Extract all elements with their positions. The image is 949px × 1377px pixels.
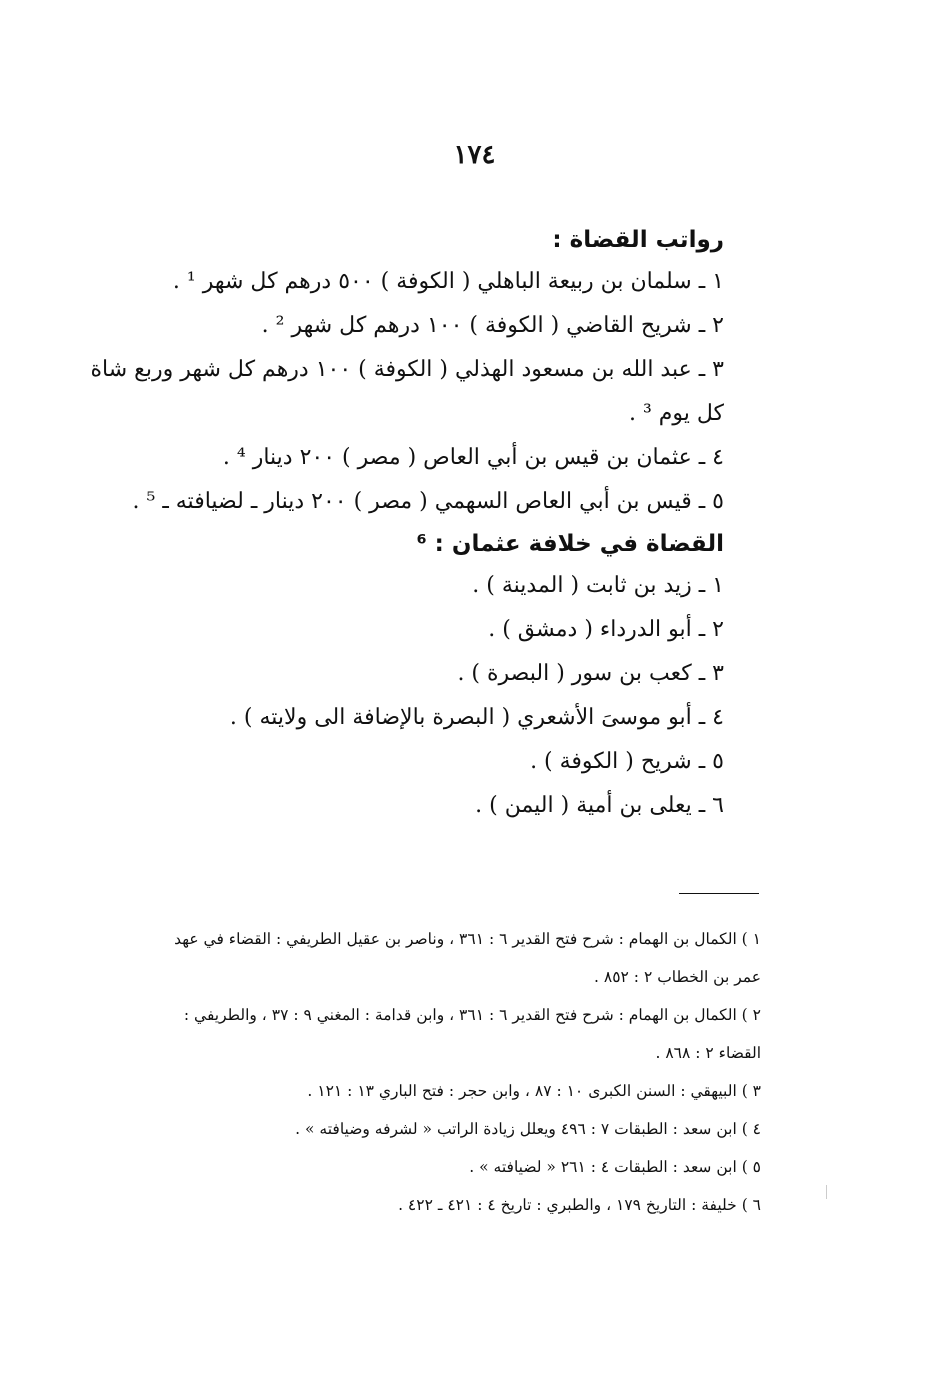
list-item: ٢ ـ شريح القاضي ( الكوفة ) ١٠٠ درهم كل شهر ² .	[261, 313, 724, 338]
list-item: ٦ ـ يعلى بن أمية ( اليمن ) .	[475, 793, 724, 818]
list-item: ٥ ـ شريح ( الكوفة ) .	[530, 749, 724, 774]
footnote-line: ١ ) الكمال بن الهمام : شرح فتح القدير ٦ : ٣٦١ ، وناصر بن عقيل الطريفي : القضاء في عهد	[174, 930, 761, 948]
footnotes	[81, 920, 761, 1224]
list-item: ٣ ـ عبد الله بن مسعود الهذلي ( الكوفة ) ١٠٠ درهم كل شهر وربع شاة	[90, 357, 724, 382]
footnote-divider	[679, 893, 759, 894]
main-text	[74, 220, 724, 828]
list-item: ١ ـ زيد بن ثابت ( المدينة ) .	[472, 573, 724, 598]
list-item: ٤ ـ أبو موسىَ الأشعري ( البصرة بالإضافة الى ولايته ) .	[229, 705, 724, 730]
salaries-list	[74, 260, 724, 524]
list-item: ٥ ـ قيس بن أبي العاص السهمي ( مصر ) ٢٠٠ دينار ـ لضيافته ـ ⁵ .	[132, 489, 724, 514]
list-item: ١ ـ سلمان بن ربيعة الباهلي ( الكوفة ) ٥٠٠ درهم كل شهر ¹ .	[172, 269, 724, 294]
footnote-line: ٥ ) ابن سعد : الطبقات ٤ : ٢٦١ « لضيافته » .	[469, 1158, 761, 1176]
scan-edge-mark	[826, 1185, 827, 1199]
page-number: ١٧٤	[453, 140, 496, 170]
judges-list	[74, 564, 724, 828]
footnote-line: ٦ ) خليفة : التاريخ ١٧٩ ، والطبري : تاريخ ٤ : ٤٢١ ـ ٤٢٢ .	[398, 1196, 761, 1214]
footnote-line: القضاء ٢ : ٨٦٨ .	[655, 1044, 761, 1062]
footnote-line: عمر بن الخطاب ٢ : ٨٥٢ .	[594, 968, 761, 986]
footnote-line: ٢ ) الكمال بن الهمام : شرح فتح القدير ٦ : ٣٦١ ، وابن قدامة : المغني ٩ : ٣٧ ، والطريفي :	[183, 1006, 761, 1024]
footnote-line: ٤ ) ابن سعد : الطبقات ٧ : ٤٩٦ ويعلل زيادة الراتب « لشرفه وضيافته » .	[295, 1120, 761, 1138]
footnote-line: ٣ ) البيهقي : السنن الكبرى ١٠ : ٨٧ ، وابن حجر : فتح الباري ١٣ : ١٢١ .	[307, 1082, 761, 1100]
section-heading-judges-uthman: القضاة في خلافة عثمان : ⁶	[416, 531, 724, 557]
section-heading-salaries: رواتب القضاة :	[552, 227, 724, 253]
list-item: كل يوم ³ .	[628, 401, 724, 426]
list-item: ٣ ـ كعب بن سور ( البصرة ) .	[457, 661, 724, 686]
list-item: ٢ ـ أبو الدرداء ( دمشق ) .	[488, 617, 724, 642]
list-item: ٤ ـ عثمان بن قيس بن أبي العاص ( مصر ) ٢٠٠ دينار ⁴ .	[222, 445, 724, 470]
